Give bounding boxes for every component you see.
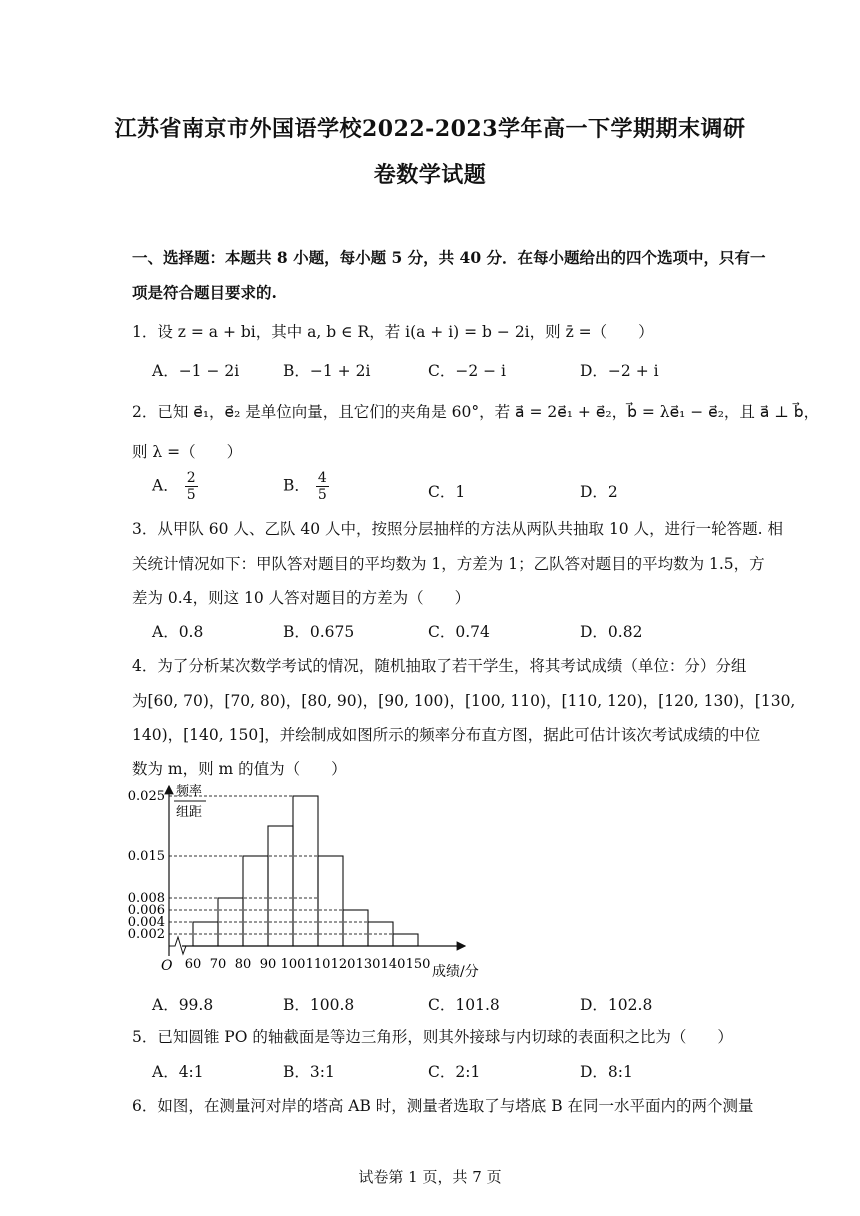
paper-title-line-2: 卷数学试题 bbox=[373, 162, 487, 188]
q2-option-b-num: 4 bbox=[317, 470, 327, 486]
q2-option-a-fraction bbox=[185, 470, 198, 503]
q4-line-3: 140)，[140, 150]，并绘制成如图所示的频率分布直方图，据此可估计该次考试成绩的中位 bbox=[132, 726, 761, 744]
origin-label: O bbox=[161, 958, 173, 974]
histogram-bar bbox=[393, 934, 418, 946]
section-heading-line-1: 一、选择题：本题共 8 小题，每小题 5 分，共 40 分．在每小题给出的四个选项中，只有一 bbox=[132, 248, 766, 267]
y-axis-label-top: 频率 bbox=[176, 784, 203, 799]
q2-option-a-den: 5 bbox=[186, 487, 196, 503]
x-tick-label: 130 bbox=[355, 957, 381, 972]
q4-option-a[interactable]: A．99.8 bbox=[152, 996, 214, 1014]
q2-option-b-den: 5 bbox=[317, 487, 327, 503]
q3-option-d[interactable]: D．0.82 bbox=[580, 623, 643, 641]
q1-stem: 1．设 z = a + bi，其中 a, b ∈ R，若 i(a + i) = b − 2i，则 z̄ =（ ） bbox=[132, 323, 654, 341]
histogram-bar bbox=[243, 856, 268, 946]
q4-line-2: 为[60, 70)，[70, 80)，[80, 90)，[90, 100)，[100, 110)，[110, 120)，[120, 130)，[130, bbox=[132, 692, 796, 710]
x-tick-label: 70 bbox=[209, 957, 227, 972]
q3-line-1: 3．从甲队 60 人、乙队 40 人中，按照分层抽样的方法从两队共抽取 10 人，进行一轮答题. 相 bbox=[132, 520, 783, 538]
page-footer: 试卷第 1 页，共 7 页 bbox=[358, 1168, 502, 1186]
x-tick-label: 100 bbox=[280, 957, 306, 972]
x-tick-label: 90 bbox=[259, 957, 277, 972]
q5-option-b[interactable]: B．3:1 bbox=[283, 1063, 335, 1081]
histogram-bar bbox=[343, 910, 368, 946]
x-tick-label: 140 bbox=[380, 957, 406, 972]
section-heading-line-2: 项是符合题目要求的. bbox=[132, 283, 277, 302]
q6-stem: 6．如图，在测量河对岸的塔高 AB 时，测量者选取了与塔底 B 在同一水平面内的两个测量 bbox=[132, 1097, 754, 1115]
q4-line-1: 4．为了分析某次数学考试的情况，随机抽取了若干学生，将其考试成绩（单位：分）分组 bbox=[132, 657, 747, 675]
x-tick-label: 150 bbox=[405, 957, 431, 972]
q2-stem: 2．已知 e⃗₁，e⃗₂ 是单位向量，且它们的夹角是 60°，若 a⃗ = 2e⃗₁ + e⃗₂，b⃗ = λe⃗₁ − e⃗₂，且 a⃗ ⊥ b⃗， bbox=[132, 403, 820, 421]
q2-option-a-label: A． bbox=[152, 476, 179, 495]
y-tick-label: 0.015 bbox=[127, 849, 165, 864]
q3-option-b[interactable]: B．0.675 bbox=[283, 623, 355, 641]
q2-option-b[interactable] bbox=[283, 470, 329, 503]
q1-option-c[interactable]: C．−2 − i bbox=[428, 362, 507, 380]
q2-option-a-num: 2 bbox=[186, 470, 196, 486]
q5-option-c[interactable]: C．2:1 bbox=[428, 1063, 481, 1081]
y-tick-label: 0.006 bbox=[127, 903, 165, 918]
y-tick-label: 0.008 bbox=[127, 891, 165, 906]
x-tick-label: 80 bbox=[234, 957, 252, 972]
y-tick-label: 0.004 bbox=[127, 915, 165, 930]
q1-option-d[interactable]: D．−2 + i bbox=[580, 362, 659, 380]
q1-option-b[interactable]: B．−1 + 2i bbox=[283, 362, 371, 380]
y-axis-label-bottom: 组距 bbox=[176, 805, 203, 820]
q4-line-4: 数为 m，则 m 的值为（ ） bbox=[132, 760, 347, 778]
q3-option-c[interactable]: C．0.74 bbox=[428, 623, 490, 641]
axis-break-icon bbox=[169, 937, 192, 954]
x-tick-label: 120 bbox=[330, 957, 356, 972]
y-tick-label: 0.025 bbox=[127, 789, 165, 804]
q4-option-c[interactable]: C．101.8 bbox=[428, 996, 500, 1014]
q4-option-b[interactable]: B．100.8 bbox=[283, 996, 355, 1014]
histogram-bar bbox=[293, 796, 318, 946]
paper-title-line-1: 江苏省南京市外国语学校2022-2023学年高一下学期期末调研 bbox=[114, 116, 746, 142]
q2-option-c[interactable]: C．1 bbox=[428, 483, 466, 501]
q4-option-d[interactable]: D．102.8 bbox=[580, 996, 653, 1014]
q3-line-2: 关统计情况如下：甲队答对题目的平均数为 1，方差为 1；乙队答对题目的平均数为 1.5，方 bbox=[132, 555, 765, 573]
q3-option-a[interactable]: A．0.8 bbox=[152, 623, 204, 641]
q2-option-b-fraction bbox=[316, 470, 329, 503]
histogram-bar bbox=[268, 826, 293, 946]
q2-stem-cont: 则 λ =（ ） bbox=[132, 443, 243, 461]
q2-option-d[interactable]: D．2 bbox=[580, 483, 618, 501]
x-tick-label: 110 bbox=[305, 957, 331, 972]
y-tick-label: 0.002 bbox=[127, 927, 165, 942]
q3-line-3: 差为 0.4，则这 10 人答对题目的方差为（ ） bbox=[132, 589, 471, 607]
q2-option-b-label: B． bbox=[283, 476, 310, 495]
q5-option-a[interactable]: A．4:1 bbox=[152, 1063, 204, 1081]
q5-stem: 5．已知圆锥 PO 的轴截面是等边三角形，则其外接球与内切球的表面积之比为（ ） bbox=[132, 1028, 733, 1046]
x-tick-label: 60 bbox=[184, 957, 202, 972]
histogram-bar bbox=[318, 856, 343, 946]
frequency-histogram bbox=[120, 778, 500, 983]
q2-option-a[interactable] bbox=[152, 470, 198, 503]
q1-option-a[interactable]: A．−1 − 2i bbox=[152, 362, 240, 380]
q5-option-d[interactable]: D．8:1 bbox=[580, 1063, 633, 1081]
x-axis-label: 成绩/分 bbox=[432, 964, 479, 980]
